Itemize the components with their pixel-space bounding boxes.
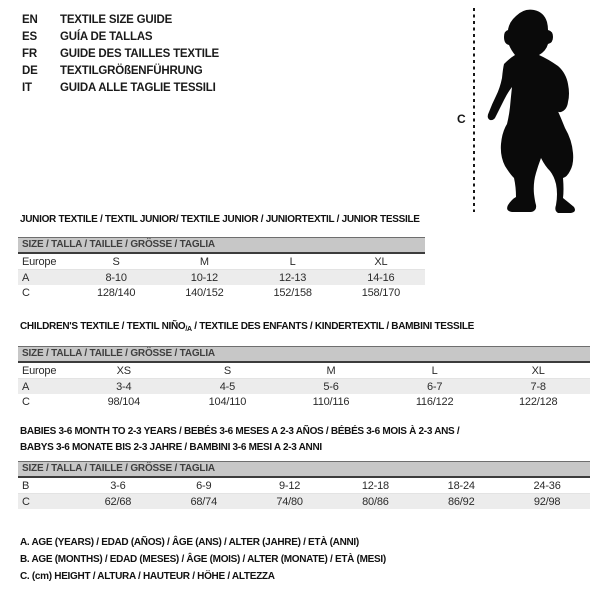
junior-size-table	[18, 237, 425, 300]
size-header-bar: SIZE / TALLA / TAILLE / GRÖSSE / TAGLIA	[18, 237, 425, 254]
row-label: A	[22, 380, 30, 393]
guide-title: TEXTILE SIZE GUIDE	[60, 13, 173, 26]
language-code: EN	[22, 13, 38, 26]
size-cell: 12-18	[361, 479, 389, 492]
baby-figure-svg	[449, 6, 595, 214]
row-label: B	[22, 479, 30, 492]
size-cell: 128/140	[96, 286, 136, 299]
height-label: C	[457, 112, 466, 126]
table-row	[18, 379, 590, 394]
children-section-title	[20, 321, 474, 333]
size-cell: 122/128	[519, 395, 558, 408]
size-cell: XL	[531, 364, 545, 377]
table-row	[18, 285, 425, 300]
table-row	[18, 394, 590, 409]
size-cell: M	[326, 364, 336, 377]
babies-size-table	[18, 461, 590, 509]
size-cell: 110/116	[312, 395, 350, 408]
language-row-de	[22, 62, 219, 79]
babies-section-title-line1: BABIES 3-6 MONTH TO 2-3 YEARS / BEBÉS 3-6 MESES A 2-3 AÑOS / BÉBÉS 3-6 MOIS À 2-3 ANS /	[20, 426, 460, 437]
legend-line-b: B. AGE (MONTHS) / EDAD (MESES) / ÂGE (MOIS) / ALTER (MONATE) / ETÀ (MESI)	[20, 554, 386, 565]
size-cell: 116/122	[415, 395, 454, 408]
guide-title: GUÍA DE TALLAS	[60, 30, 153, 43]
language-row-it	[22, 79, 219, 96]
size-cell: XS	[116, 364, 131, 377]
size-cell: 158/170	[361, 286, 401, 299]
guide-title: TEXTILGRÖßENFÜHRUNG	[60, 64, 203, 77]
language-code: DE	[22, 64, 38, 77]
guide-title: GUIDA ALLE TAGLIE TESSILI	[60, 81, 216, 94]
size-header-bar: SIZE / TALLA / TAILLE / GRÖSSE / TAGLIA	[18, 461, 590, 478]
guide-title: GUIDE DES TAILLES TEXTILE	[60, 47, 219, 60]
size-cell: 18-24	[447, 479, 475, 492]
size-cell: M	[199, 255, 209, 268]
size-header-bar: SIZE / TALLA / TAILLE / GRÖSSE / TAGLIA	[18, 346, 590, 363]
junior-section-title: JUNIOR TEXTILE / TEXTIL JUNIOR/ TEXTILE JUNIOR / JUNIORTEXTIL / JUNIOR TESSILE	[20, 214, 420, 225]
measure-legend	[20, 537, 386, 588]
size-cell: 8-10	[105, 271, 127, 284]
legend-line-c: C. (cm) HEIGHT / ALTURA / HAUTEUR / HÖHE / ALTEZZA	[20, 571, 275, 582]
language-row-es	[22, 28, 219, 45]
size-cell: 9-12	[278, 479, 301, 492]
size-cell: 3-6	[110, 479, 126, 492]
size-cell: L	[431, 364, 438, 377]
table-row	[18, 254, 425, 270]
size-cell: L	[289, 255, 296, 268]
row-label: C	[22, 395, 30, 408]
size-cell: 104/110	[208, 395, 247, 408]
baby-figure-area	[449, 6, 595, 214]
children-title-sub: /A	[185, 326, 192, 333]
size-cell: 68/74	[190, 495, 217, 508]
babies-section-title-line2: BABYS 3-6 MONATE BIS 2-3 JAHRE / BAMBINI 3-6 MESI A 2-3 ANNI	[20, 442, 322, 453]
size-cell: 152/158	[273, 286, 312, 299]
size-cell: 5-6	[323, 380, 339, 393]
size-cell: S	[112, 255, 120, 268]
baby-silhouette	[488, 10, 575, 213]
children-size-table	[18, 346, 590, 409]
row-label: C	[22, 286, 30, 299]
size-cell: 86/92	[447, 495, 475, 508]
row-label: Europe	[22, 255, 57, 268]
language-code: ES	[22, 30, 37, 43]
size-cell: 14-16	[367, 271, 395, 284]
size-cell: 80/86	[362, 495, 389, 508]
table-row	[18, 270, 425, 285]
size-cell: 74/80	[276, 495, 303, 508]
size-cell: 6-9	[196, 479, 212, 492]
size-cell: 4-5	[219, 380, 236, 393]
size-cell: 3-4	[116, 380, 132, 393]
language-code: FR	[22, 47, 37, 60]
table-row	[18, 494, 590, 509]
language-row-fr	[22, 45, 219, 62]
row-label: Europe	[22, 364, 57, 377]
language-code: IT	[22, 81, 32, 94]
size-cell: 7-8	[530, 380, 546, 393]
size-cell: 24-36	[533, 479, 561, 492]
row-label: A	[22, 271, 30, 284]
language-list	[22, 11, 219, 96]
size-cell: 140/152	[185, 286, 224, 299]
legend-line-a: A. AGE (YEARS) / EDAD (AÑOS) / ÂGE (ANS) / ALTER (JAHRE) / ETÀ (ANNI)	[20, 537, 359, 548]
size-cell: 10-12	[190, 271, 218, 284]
size-cell: 12-13	[279, 271, 307, 284]
size-cell: 62/68	[104, 495, 132, 508]
size-cell: 98/104	[107, 395, 141, 408]
size-cell: S	[223, 364, 231, 377]
size-cell: 92/98	[533, 495, 561, 508]
table-row	[18, 363, 590, 379]
size-cell: XL	[374, 255, 388, 268]
language-row-en	[22, 11, 219, 28]
row-label: C	[22, 495, 30, 508]
table-row	[18, 478, 590, 494]
children-title-main: CHILDREN'S TEXTILE / TEXTIL NIÑO	[20, 321, 186, 332]
children-title-rest: / TEXTILE DES ENFANTS / KINDERTEXTIL / BAMBINI TESSILE	[191, 321, 475, 332]
size-cell: 6-7	[426, 380, 443, 393]
